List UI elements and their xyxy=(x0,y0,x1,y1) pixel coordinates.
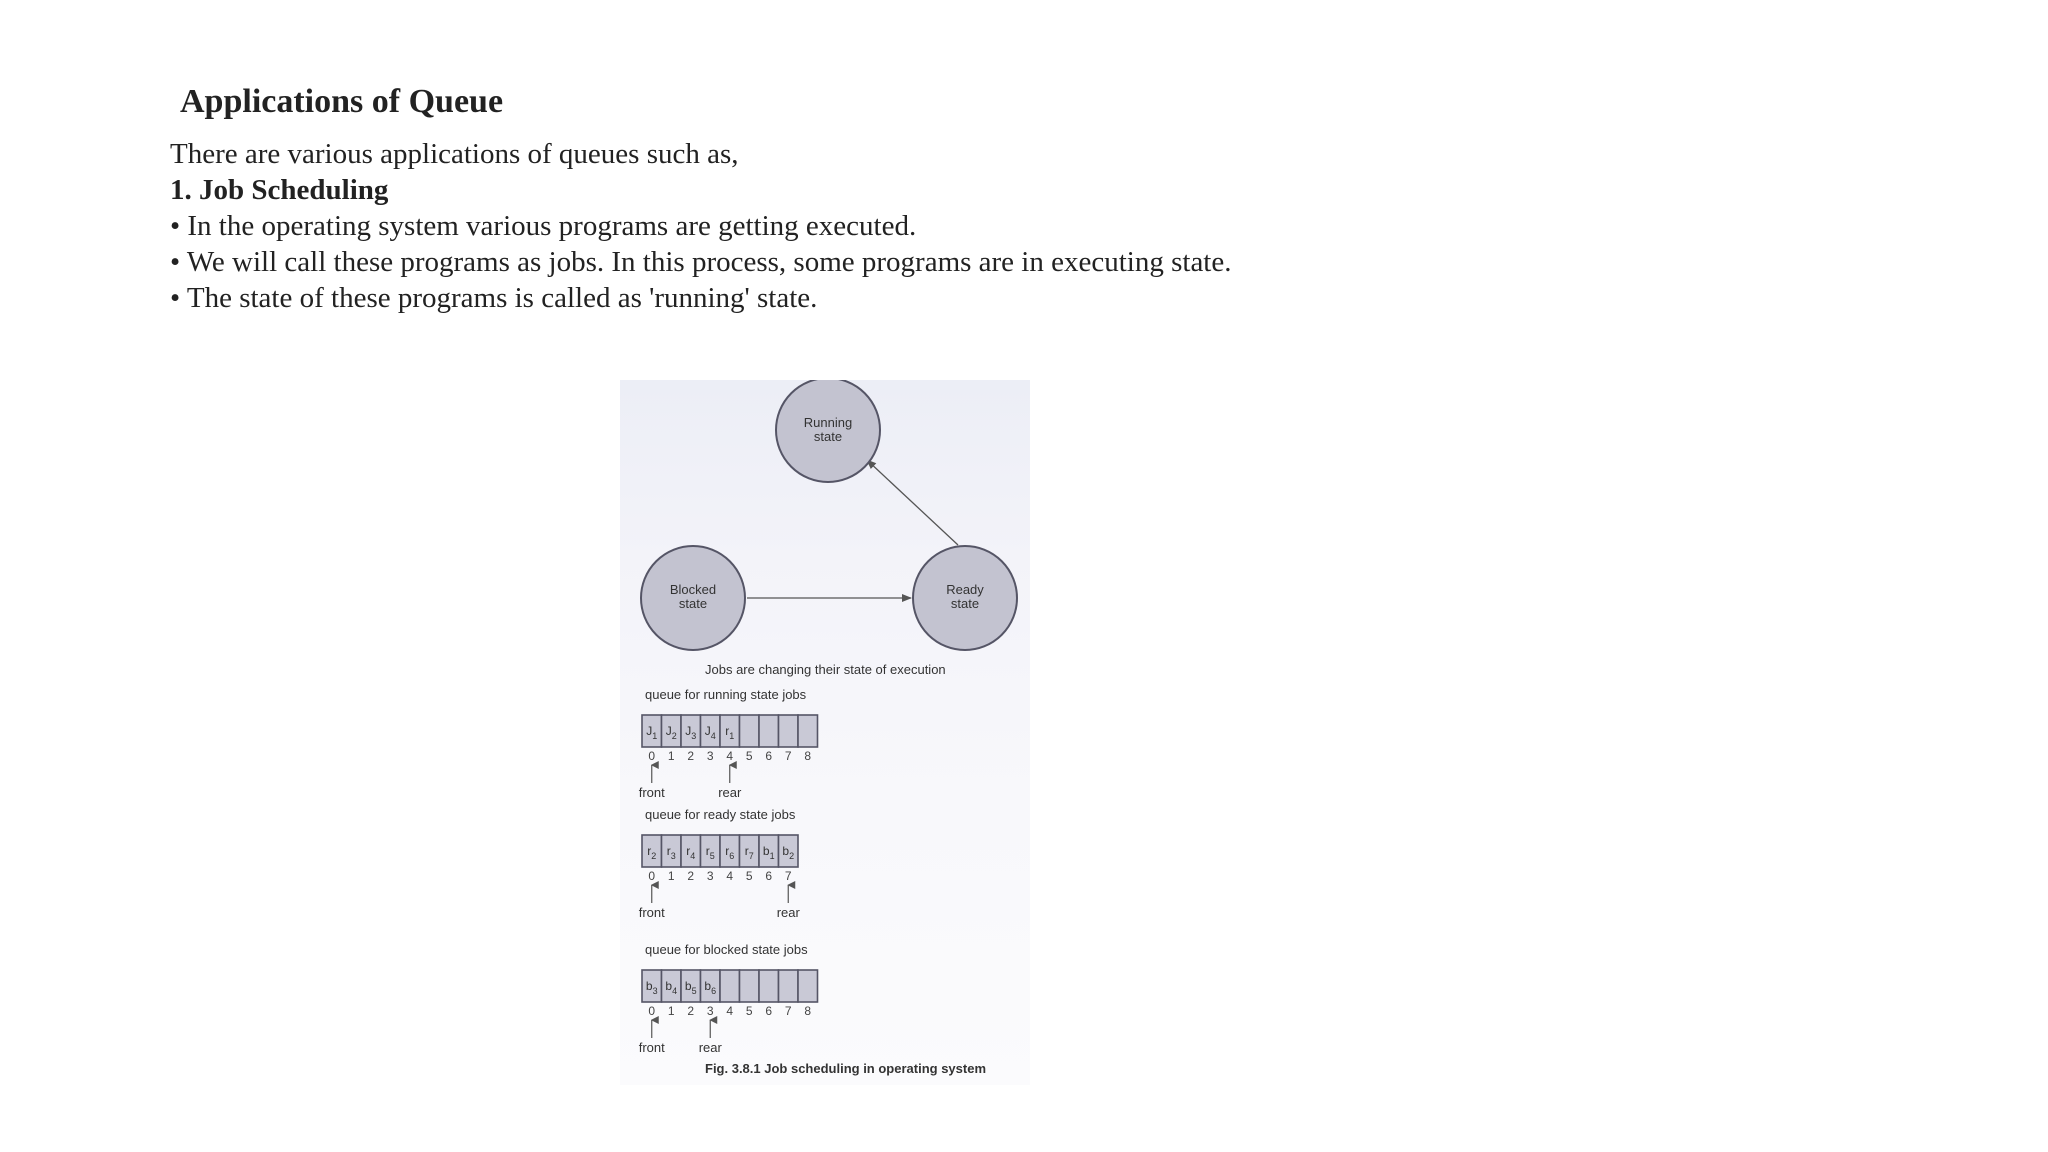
queue-index: 4 xyxy=(726,869,734,883)
queue-index: 3 xyxy=(706,869,714,883)
section-heading: 1. Job Scheduling xyxy=(170,174,389,206)
job-queue xyxy=(639,807,801,920)
queue-cell-label: $b_6$ xyxy=(704,979,717,996)
queue-cell-label: $J_3$ xyxy=(685,724,697,741)
queue-index: 4 xyxy=(726,1004,734,1018)
queue-label: queue for blocked state jobs xyxy=(645,942,808,957)
queue-index: 3 xyxy=(706,749,714,763)
queue-cell-label: $r_3$ xyxy=(666,844,676,861)
queue-cell-label: $b_2$ xyxy=(782,844,795,861)
bullet-item: • We will call these programs as jobs. In this process, some programs are in executing state. xyxy=(170,246,1232,278)
job-queue xyxy=(639,687,818,800)
job-queue xyxy=(639,942,818,1055)
rear-pointer-label: rear xyxy=(718,785,742,800)
queue-label: queue for running state jobs xyxy=(645,687,807,702)
job-scheduling-figure xyxy=(620,380,1030,1085)
figure-caption: Fig. 3.8.1 Job scheduling in operating system xyxy=(705,1061,987,1076)
queue-index: 5 xyxy=(745,749,753,763)
running-state-node xyxy=(776,380,880,482)
queue-index: 5 xyxy=(745,869,753,883)
ready-state-label: state xyxy=(950,596,980,611)
rear-pointer-label: rear xyxy=(698,1040,722,1055)
diagram-caption: Jobs are changing their state of execution xyxy=(705,662,946,677)
queue-cell-label: $b_3$ xyxy=(645,979,658,996)
queue-label: queue for ready state jobs xyxy=(645,807,796,822)
body-text xyxy=(170,136,1232,316)
queue-index: 0 xyxy=(648,749,656,763)
queue-cell-label: $r_2$ xyxy=(647,844,657,861)
queue-index: 6 xyxy=(765,869,773,883)
queue-index: 2 xyxy=(687,869,695,883)
queue-cell xyxy=(740,715,760,747)
queue-index: 8 xyxy=(804,749,812,763)
queue-cell-label: $b_1$ xyxy=(762,844,775,861)
blocked-state-node xyxy=(641,546,745,650)
queue-cell-label: $r_7$ xyxy=(744,844,754,861)
queue-index: 1 xyxy=(667,1004,675,1018)
queue-cell-label: $b_5$ xyxy=(684,979,697,996)
queue-index: 0 xyxy=(648,869,656,883)
queue-cell-label: $b_4$ xyxy=(665,979,678,996)
queue-cell xyxy=(759,715,779,747)
queue-cell xyxy=(779,715,799,747)
queue-index: 3 xyxy=(706,1004,714,1018)
blocked-state-label: state xyxy=(678,596,708,611)
intro-text: There are various applications of queues such as, xyxy=(170,138,739,170)
running-state-label: state xyxy=(813,429,843,444)
queue-cell-label: $r_4$ xyxy=(686,844,696,861)
ready-to-running-arrow xyxy=(867,460,958,545)
queue-cell xyxy=(779,970,799,1002)
queue-index: 1 xyxy=(667,869,675,883)
figure-diagram xyxy=(620,380,1030,1085)
rear-pointer-label: rear xyxy=(776,905,800,920)
queue-index: 2 xyxy=(687,1004,695,1018)
queue-index: 6 xyxy=(765,749,773,763)
front-pointer-label: front xyxy=(638,785,665,800)
queue-cell-label: $J_1$ xyxy=(646,724,658,741)
ready-state-node xyxy=(913,546,1017,650)
queue-index: 0 xyxy=(648,1004,656,1018)
queue-cell-label: $J_4$ xyxy=(704,724,716,741)
queue-index: 8 xyxy=(804,1004,812,1018)
page-title: Applications of Queue xyxy=(180,83,504,120)
queue-index: 2 xyxy=(687,749,695,763)
queue-index: 7 xyxy=(784,749,792,763)
queue-index: 4 xyxy=(726,749,734,763)
blocked-state-label: Blocked xyxy=(669,582,717,597)
running-state-label: Running xyxy=(803,415,853,430)
queue-cell-label: $r_6$ xyxy=(725,844,735,861)
queues-group xyxy=(639,687,818,1055)
queue-cell-label: $r_5$ xyxy=(705,844,715,861)
queue-cell xyxy=(720,970,740,1002)
queue-index: 6 xyxy=(765,1004,773,1018)
front-pointer-label: front xyxy=(638,1040,665,1055)
queue-index: 5 xyxy=(745,1004,753,1018)
queue-cell xyxy=(740,970,760,1002)
queue-index: 1 xyxy=(667,749,675,763)
front-pointer-label: front xyxy=(638,905,665,920)
queue-index: 7 xyxy=(784,869,792,883)
queue-cell-label: $J_2$ xyxy=(665,724,677,741)
queue-index: 7 xyxy=(784,1004,792,1018)
queue-cell-label: $r_1$ xyxy=(725,724,735,741)
ready-state-label: Ready xyxy=(946,582,984,597)
bullet-item: • In the operating system various programs are getting executed. xyxy=(170,210,917,242)
bullet-item: • The state of these programs is called as 'running' state. xyxy=(170,282,818,314)
queue-cell xyxy=(798,715,818,747)
queue-cell xyxy=(798,970,818,1002)
queue-cell xyxy=(759,970,779,1002)
